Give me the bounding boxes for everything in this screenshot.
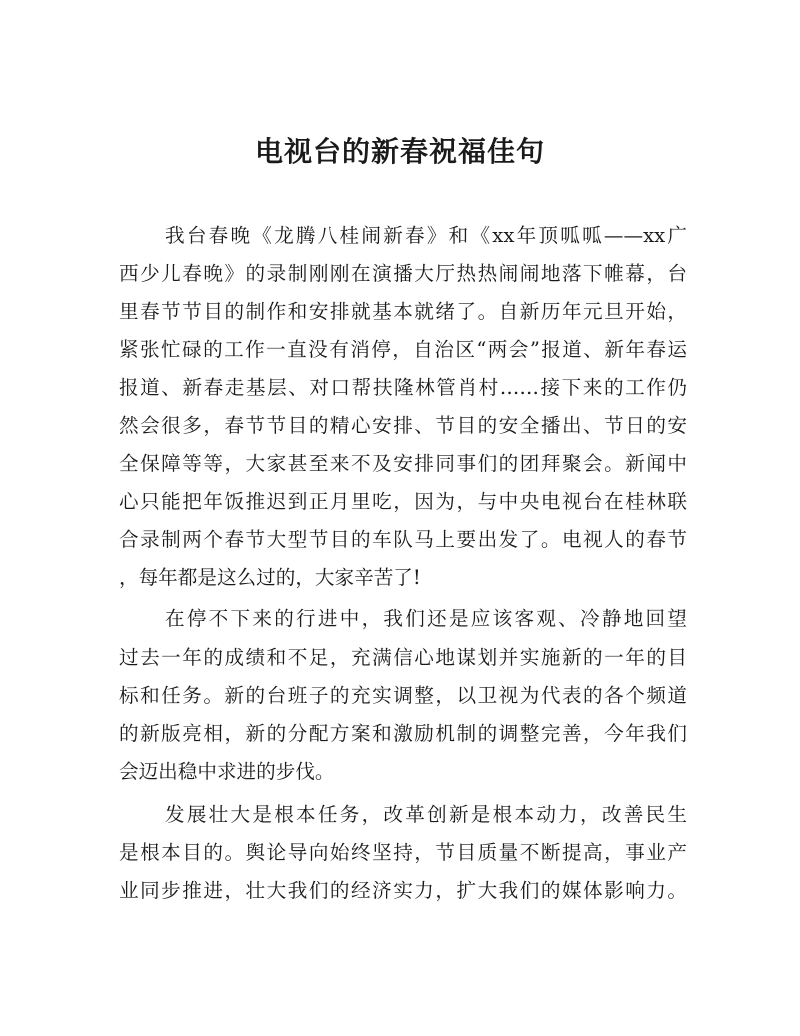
paragraph-2-line-5: 会迈出稳中求进的步伐。	[119, 760, 335, 783]
paragraph-1-line-10: ，每年都是这么过的，大家辛苦了!	[119, 566, 421, 589]
paragraph-2-line-2: 过去一年的成绩和不足，充满信心地谋划并实施新的一年的目	[119, 646, 687, 669]
paragraph-1-line-5: 报道、新春走基层、对口帮扶隆林管肖村……接下来的工作仍	[119, 376, 687, 399]
paragraph-1-line-9: 合录制两个春节大型节目的车队马上要出发了。电视人的春节	[119, 528, 687, 551]
document-title: 电视台的新春祝福佳句	[254, 135, 545, 168]
paragraph-2-line-4: 的新版亮相，新的分配方案和激励机制的调整完善，今年我们	[119, 722, 687, 745]
paragraph-1-line-2: 西少儿春晚》的录制刚刚在演播大厅热热闹闹地落下帷幕，台	[119, 262, 687, 285]
paragraph-3-line-3: 业同步推进，壮大我们的经济实力，扩大我们的媒体影响力。	[119, 879, 687, 902]
paragraph-3-line-1: 发展壮大是根本任务，改革创新是根本动力，改善民生	[165, 803, 687, 826]
paragraph-3-line-2: 是根本目的。舆论导向始终坚持，节目质量不断提高，事业产	[119, 841, 687, 864]
paragraph-2-line-1: 在停不下来的行进中，我们还是应该客观、冷静地回望	[165, 607, 687, 630]
paragraph-1-line-3: 里春节节目的制作和安排就基本就绪了。自新历年元旦开始，	[119, 300, 687, 323]
paragraph-1-line-4: 紧张忙碌的工作一直没有消停，自治区“两会”报道、新年春运	[119, 338, 687, 361]
paragraph-1-line-1: 我台春晚《龙腾八桂闹新春》和《xx年顶呱呱——xx广	[165, 224, 687, 247]
paragraph-1-line-7: 全保障等等，大家甚至来不及安排同事们的团拜聚会。新闻中	[119, 452, 687, 475]
paragraph-1-line-8: 心只能把年饭推迟到正月里吃，因为，与中央电视台在桂林联	[119, 490, 687, 513]
paragraph-2-line-3: 标和任务。新的台班子的充实调整，以卫视为代表的各个频道	[119, 684, 687, 707]
paragraph-1-line-6: 然会很多，春节节目的精心安排、节目的安全播出、节日的安	[119, 414, 687, 437]
